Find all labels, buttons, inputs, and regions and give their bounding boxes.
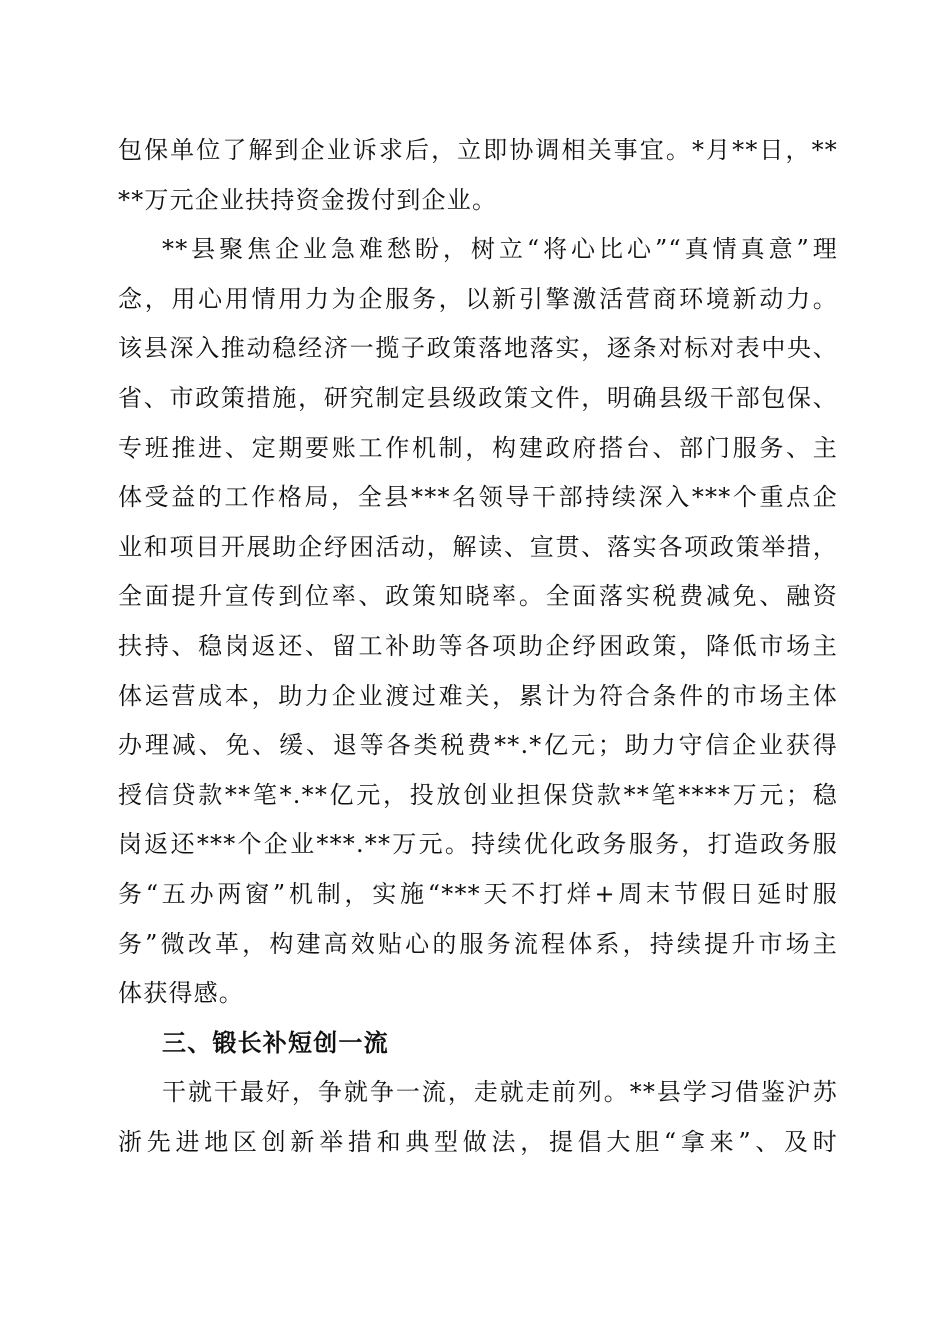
- text-line: 包保单位了解到企业诉求后，立即协调相关事宜。*月**日，**: [118, 136, 838, 164]
- text-line: 浙先进地区创新举措和典型做法，提倡大胆“拿来”、及时: [118, 1127, 838, 1156]
- section-heading: 三、锻长补短创一流: [162, 1028, 389, 1057]
- paragraph-first-line: 干就干最好，争就争一流，走就走前列。**县学习借鉴沪苏: [162, 1078, 838, 1107]
- text-line: 务”微改革，构建高效贴心的服务流程体系，持续提升市场主: [118, 929, 838, 958]
- text-line: 务“五办两窗”机制，实施“***天不打烊+周末节假日延时服: [118, 879, 838, 908]
- body-text: [118, 126, 838, 1167]
- text-line: 扶持、稳岗返还、留工补助等各项助企纾困政策，降低市场主: [118, 631, 838, 660]
- text-line: 该县深入推动稳经济一揽子政策落地落实，逐条对标对表中央、: [118, 334, 838, 363]
- text-line: 全面提升宣传到位率、政策知晓率。全面落实税费减免、融资: [118, 582, 838, 611]
- paragraph-first-line: **县聚焦企业急难愁盼，树立“将心比心”“真情真意”理: [162, 235, 838, 264]
- text-line: 体运营成本，助力企业渡过难关，累计为符合条件的市场主体: [118, 681, 838, 710]
- text-line: 办理减、免、缓、退等各类税费**.*亿元；助力守信企业获得: [118, 731, 838, 760]
- text-line: 授信贷款**笔*.**亿元，投放创业担保贷款**笔****万元；稳: [118, 780, 838, 809]
- text-line: 体获得感。: [118, 979, 244, 1008]
- text-line: **万元企业扶持资金拨付到企业。: [118, 185, 498, 214]
- text-line: 体受益的工作格局，全县***名领导干部持续深入***个重点企: [118, 483, 838, 512]
- text-line: 专班推进、定期要账工作机制，构建政府搭台、部门服务、主: [118, 433, 838, 462]
- text-line: 岗返还***个企业***.**万元。持续优化政务服务，打造政务服: [118, 830, 838, 859]
- text-line: 业和项目开展助企纾困活动，解读、宣贯、落实各项政策举措，: [118, 532, 838, 561]
- text-line: 省、市政策措施，研究制定县级政策文件，明确县级干部包保、: [118, 383, 838, 412]
- text-line: 念，用心用情用力为企服务，以新引擎激活营商环境新动力。: [118, 284, 838, 313]
